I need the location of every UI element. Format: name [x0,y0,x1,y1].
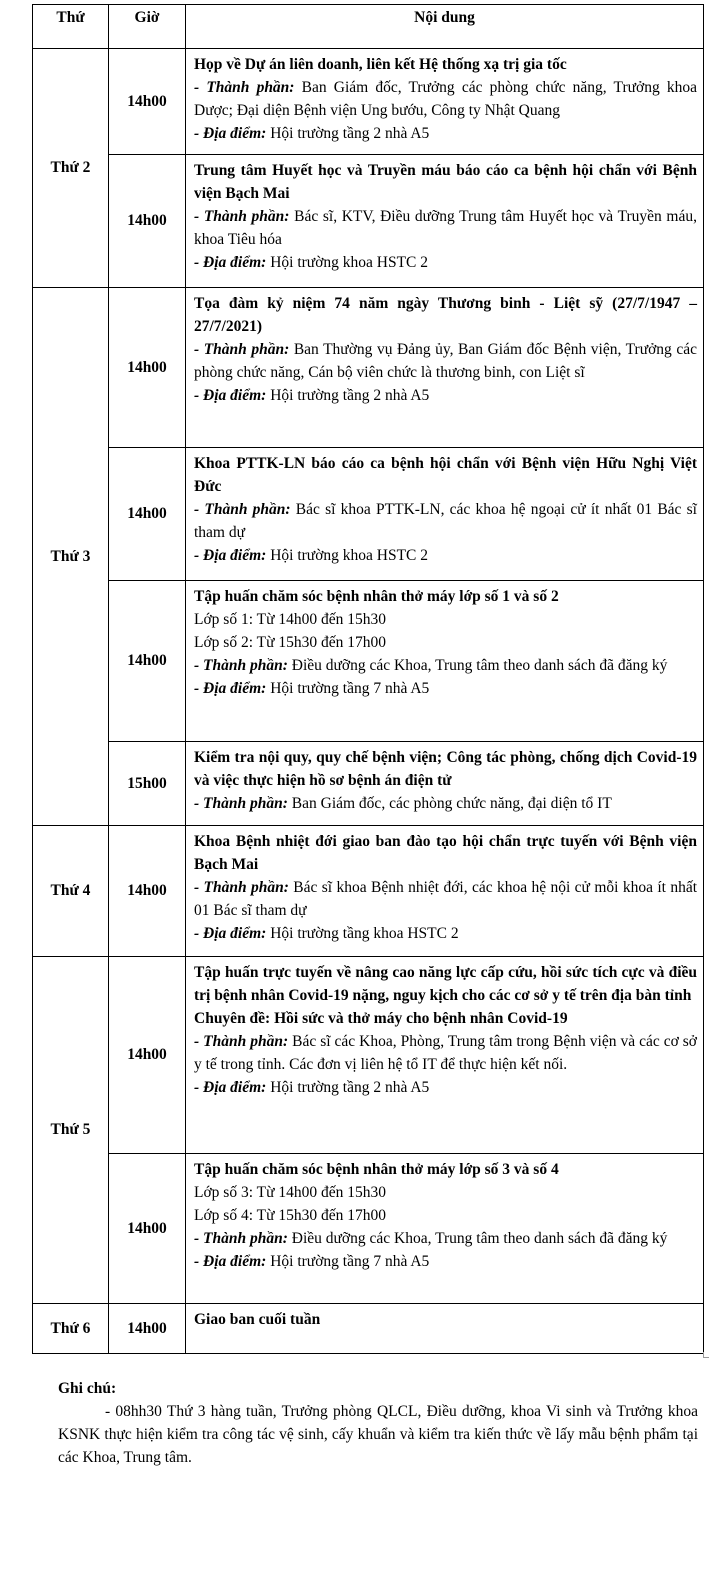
table-row [33,49,704,155]
header-day: Thứ [33,5,109,49]
table-row [33,742,704,826]
event-location [194,677,697,700]
event-participants [194,498,697,544]
table-row [33,581,704,742]
participants-label: - Thành phần: [194,795,288,812]
participants-value: Bác sĩ khoa PTTK-LN, các khoa hệ ngoại cử ít nhất 01 Bác sĩ tham dự [194,501,697,541]
event-title: Khoa PTTK-LN báo cáo ca bệnh hội chẩn với Bệnh viện Hữu Nghị Việt Đức [194,455,697,495]
event-title: Tập huấn trực tuyến về nâng cao năng lực cấp cứu, hồi sức tích cực và điều trị bệnh nhân Covid-19 nặng, nguy kịch cho các cơ sở y tế trên địa bàn tỉnh [194,964,697,1004]
participants-label: - Thành phần: [194,341,290,358]
content-cell [186,155,704,288]
time-cell: 14h00 [109,826,186,957]
participants-value: Ban Giám đốc, Trưởng các phòng chức năng, Trưởng khoa Dược; Đại diện Bệnh viện Ung bướu, Công ty Nhật Quang [194,79,697,119]
event-title: Tập huấn chăm sóc bệnh nhân thở máy lớp số 3 và số 4 [194,1161,559,1178]
event-title: Tập huấn chăm sóc bệnh nhân thở máy lớp số 1 và số 2 [194,588,559,605]
event-participants [194,654,697,677]
location-label: - Địa điểm: [194,254,267,271]
event-participants [194,1227,697,1250]
event-location [194,251,697,274]
day-cell: Thứ 3 [33,288,109,826]
event-location [194,1250,697,1273]
day-cell: Thứ 2 [33,49,109,288]
schedule-body [33,49,704,1354]
time-cell: 14h00 [109,448,186,581]
location-label: - Địa điểm: [194,547,267,564]
participants-label: - Thành phần: [194,208,290,225]
content-cell [186,1304,704,1354]
table-row [33,288,704,448]
location-label: - Địa điểm: [194,387,267,404]
participants-value: Bác sĩ khoa Bệnh nhiệt đới, các khoa hệ nội cử mỗi khoa ít nhất 01 Bác sĩ tham dự [194,879,698,919]
location-value: Hội trường tầng 7 nhà A5 [270,1253,430,1270]
event-location [194,1076,697,1099]
participants-label: - Thành phần: [194,79,295,96]
participants-value: Ban Thường vụ Đảng ủy, Ban Giám đốc Bệnh viện, Trưởng các phòng chức năng, Cán bộ viên chức là thương binh, con Liệt sĩ [194,341,697,381]
note-text: - 08hh30 Thứ 3 hàng tuần, Trưởng phòng QLCL, Điều dưỡng, khoa Vi sinh và Trưởng khoa KSNK thực hiện kiểm tra công tác vệ sinh, cấy khuẩn và kiểm tra kiến thức về lấy mẫu bệnh phẩm tại các Khoa, Trung tâm. [58,1403,698,1466]
day-cell: Thứ 6 [33,1304,109,1354]
participants-value: Bác sĩ, KTV, Điều dưỡng Trung tâm Huyết học và Truyền máu, khoa Tiêu hóa [194,208,697,248]
event-line: Lớp số 4: Từ 15h30 đến 17h00 [194,1207,386,1224]
time-cell: 14h00 [109,957,186,1154]
time-cell: 14h00 [109,581,186,742]
content-cell [186,581,704,742]
event-title: Họp về Dự án liên doanh, liên kết Hệ thống xạ trị gia tốc [194,56,567,73]
table-row [33,448,704,581]
table-row [33,1304,704,1354]
participants-label: - Thành phần: [194,1033,289,1050]
location-label: - Địa điểm: [194,1253,267,1270]
event-title: Khoa Bệnh nhiệt đới giao ban đào tạo hội chẩn trực tuyến với Bệnh viện Bạch Mai [194,833,697,873]
note-section [58,1377,698,1469]
table-header-row [33,5,704,49]
location-value: Hội trường tầng 7 nhà A5 [270,680,430,697]
event-participants [194,792,697,815]
time-cell: 14h00 [109,288,186,448]
event-participants [194,76,697,122]
schedule-table [32,4,704,1354]
participants-label: - Thành phần: [194,501,291,518]
participants-value: Bác sĩ các Khoa, Phòng, Trung tâm trong Bệnh viện và các cơ sở y tế trong tỉnh. Các đơn vị liên hệ tổ IT để thực hiện kết nối. [194,1033,697,1073]
location-value: Hội trường khoa HSTC 2 [270,254,429,271]
event-location [194,544,697,567]
location-label: - Địa điểm: [194,1079,267,1096]
location-value: Hội trường tầng khoa HSTC 2 [270,925,459,942]
table-row [33,957,704,1154]
content-cell [186,742,704,826]
time-cell: 14h00 [109,49,186,155]
participants-label: - Thành phần: [194,879,289,896]
time-cell: 15h00 [109,742,186,826]
participants-label: - Thành phần: [194,1230,288,1247]
event-participants [194,338,697,384]
event-participants [194,205,697,251]
event-title: Tọa đàm kỷ niệm 74 năm ngày Thương binh - Liệt sỹ (27/7/1947 – 27/7/2021) [194,295,697,335]
corner-mark [703,1352,709,1358]
content-cell [186,49,704,155]
event-title: Kiểm tra nội quy, quy chế bệnh viện; Công tác phòng, chống dịch Covid-19 và việc thực hiện hồ sơ bệnh án điện tử [194,749,697,789]
location-value: Hội trường khoa HSTC 2 [270,547,429,564]
day-cell: Thứ 5 [33,957,109,1304]
participants-value: Ban Giám đốc, các phòng chức năng, đại diện tổ IT [291,795,612,812]
time-cell: 14h00 [109,1304,186,1354]
event-title: Giao ban cuối tuần [194,1311,321,1328]
event-location [194,384,697,407]
content-cell [186,826,704,957]
location-value: Hội trường tầng 2 nhà A5 [270,1079,430,1096]
content-cell [186,448,704,581]
event-location [194,122,697,145]
header-time: Giờ [109,5,186,49]
event-location [194,922,697,945]
event-title: Trung tâm Huyết học và Truyền máu báo cáo ca bệnh hội chẩn với Bệnh viện Bạch Mai [194,162,697,202]
location-label: - Địa điểm: [194,125,267,142]
event-line: Lớp số 2: Từ 15h30 đến 17h00 [194,634,386,651]
note-title: Ghi chú: [58,1380,117,1397]
header-content: Nội dung [186,5,704,49]
location-label: - Địa điểm: [194,680,267,697]
participants-label: - Thành phần: [194,657,288,674]
location-value: Hội trường tầng 2 nhà A5 [270,125,430,142]
participants-value: Điều dưỡng các Khoa, Trung tâm theo danh sách đã đăng ký [291,657,668,674]
time-cell: 14h00 [109,155,186,288]
day-cell: Thứ 4 [33,826,109,957]
participants-value: Điều dưỡng các Khoa, Trung tâm theo danh sách đã đăng ký [291,1230,668,1247]
event-subtitle: Chuyên đề: Hồi sức và thở máy cho bệnh nhân Covid-19 [194,1010,568,1027]
content-cell [186,1154,704,1304]
table-row [33,826,704,957]
event-line: Lớp số 3: Từ 14h00 đến 15h30 [194,1184,386,1201]
table-row [33,155,704,288]
time-cell: 14h00 [109,1154,186,1304]
content-cell [186,957,704,1154]
location-label: - Địa điểm: [194,925,267,942]
location-value: Hội trường tầng 2 nhà A5 [270,387,430,404]
event-participants [194,1030,697,1076]
table-row [33,1154,704,1304]
content-cell [186,288,704,448]
event-participants [194,876,697,922]
event-line: Lớp số 1: Từ 14h00 đến 15h30 [194,611,386,628]
